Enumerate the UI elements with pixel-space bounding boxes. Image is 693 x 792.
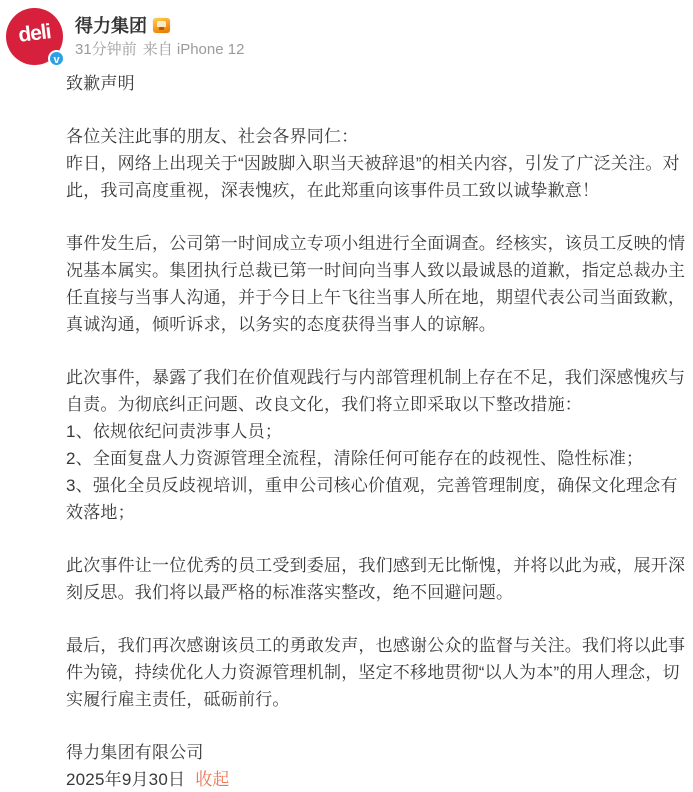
post-source[interactable]: 来自 iPhone 12 [142,41,245,58]
paragraph-closing: 最后，我们再次感谢该员工的勇敢发声，也感谢公众的监督与关注。我们将以此事件为镜，持续优化人力资源管理机制，坚定不移地贯彻“以人为本”的用人理念，切实履行雇主责任，砥砺前行。 [66,636,686,709]
statement-title: 致歉声明 [66,74,135,93]
paragraph-greeting [66,123,687,204]
measure-item-3: 3、强化全员反歧视培训，重申公司核心价值观，完善管理制度，确保文化理念有效落地； [66,476,678,522]
salutation-line: 各位关注此事的朋友、社会各界同仁： [66,127,359,146]
measures-intro: 此次事件，暴露了我们在价值观践行与内部管理机制上存在不足，我们深感愧疚与自责。为彻底纠正问题、改良文化，我们将立即采取以下整改措施： [66,368,686,414]
paragraph-reflection: 此次事件让一位优秀的员工受到委屈，我们感到无比惭愧，并将以此为戒，展开深刻反思。我们将以最严格的标准落实整改，绝不回避问题。 [66,556,686,602]
deli-logo: deli [17,20,52,47]
avatar[interactable] [6,8,63,65]
measure-item-2: 2、全面复盘人力资源管理全流程，清除任何可能存在的歧视性、隐性标准； [66,449,644,468]
author-row [75,12,170,38]
post-meta [75,38,244,59]
collapse-link[interactable]: 收起 [195,770,230,789]
post-body [0,70,693,792]
statement-date: 2025年9月30日 [66,770,186,789]
post-header [0,0,693,65]
vip-badge-icon [153,18,170,33]
date-line [66,766,687,792]
paragraph-measures [66,364,687,526]
paragraph-1-text: 昨日，网络上出现关于“因跛脚入职当天被辞退”的相关内容，引发了广泛关注。对此，我司高度重视，深表愧疚，在此郑重向该事件员工致以诚挚歉意！ [66,154,680,200]
post-timestamp: 31分钟前 [75,41,137,58]
signature-block [66,739,687,792]
verified-badge-icon: v [48,50,65,67]
company-signature: 得力集团有限公司 [66,743,204,762]
paragraph-investigation: 事件发生后，公司第一时间成立专项小组进行全面调查。经核实，该员工反映的情况基本属实。集团执行总裁已第一时间向当事人致以最诚恳的道歉，指定总裁办主任直接与当事人沟通，并于今日上午飞往当事人所在地，期望代表公司当面致歉，真诚沟通，倾听诉求，以务实的态度获得当事人的谅解。 [66,234,686,334]
measure-item-1: 1、依规依纪问责涉事人员； [66,422,283,441]
author-name[interactable]: 得力集团 [75,16,147,36]
